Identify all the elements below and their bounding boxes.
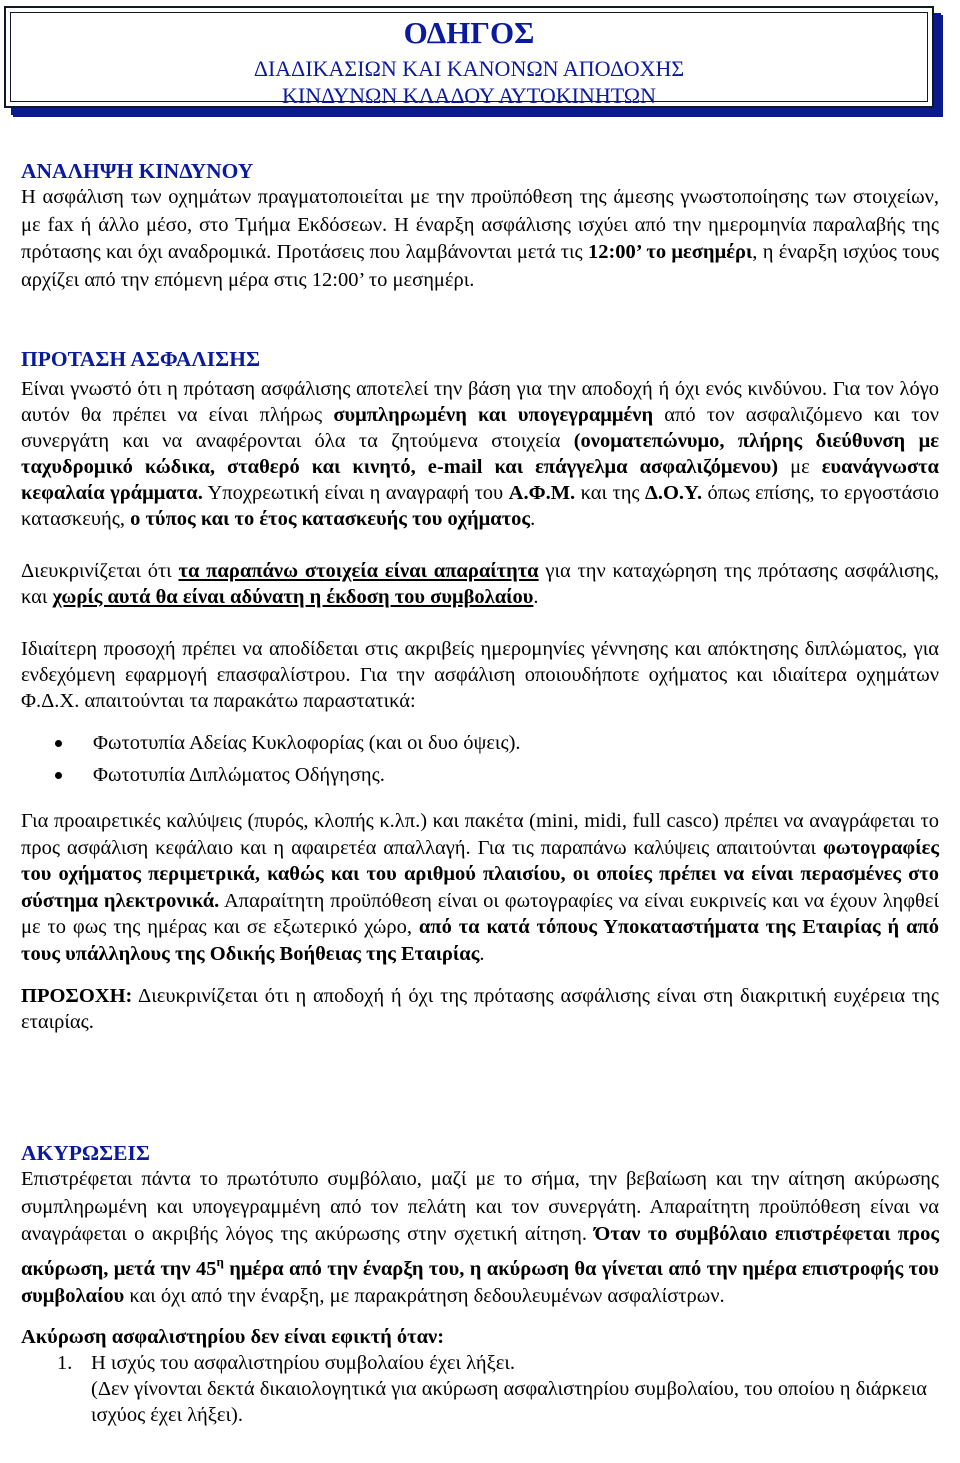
document-subtitle-line2: ΚΙΝΔΥΝΩΝ ΚΛΑΔΟΥ ΑΥΤΟΚΙΝΗΤΩΝ <box>282 83 656 108</box>
paragraph-risk: Η ασφάλιση των οχημάτων πραγματοποιείται με την προϋπόθεση της άμεσης γνωστοποίησης των στοιχείων, με fax ή άλλο μέσο, στο Τμήμα Εκδόσεων. Η έναρξη ασφάλισης ισχύει από την ημερομηνία παραλαβής της πρότασης και όχι αναδρομικά. Προτάσεις που λαμβάνονται μετά τις 12:00’ το μεσημέρι, η έναρξη ισχύος τους αρχίζει από την επόμενη μέρα στις 12:00’ το μεσημέρι. <box>21 186 939 291</box>
list-item-number: 1. <box>57 1352 73 1375</box>
paragraph-proposal-4: Για προαιρετικές καλύψεις (πυρός, κλοπής κ.λπ.) και πακέτα (mini, midi, full casco) πρέπει να αναγράφεται το προς ασφάλιση κεφάλαιο και η αφαιρετέα απαλλαγή. Για τις παραπάνω καλύψεις απαιτούνται φωτογραφίες του οχήματος περιμετρικά, καθώς και του αριθμού πλαισίου, οι οποίες πρέπει να είναι περασμένες στο σύστημα ηλεκτρονικά. Απαραίτητη προϋπόθεση είναι οι φωτογραφίες να είναι ευκρινείς και να έχουν ληφθεί με το φως της ημέρας και σε εξωτερικό χώρο, από τα κατά τόπους Υποκαταστήματα της Εταιρίας ή από τους υπάλληλους της Οδικής Βοήθειας της Εταιρίας. <box>21 810 939 965</box>
title-box <box>4 6 934 108</box>
section-heading-risk: ΑΝΑΛΗΨΗ ΚΙΝΔΥΝΟΥ <box>21 159 254 183</box>
list-item: 1. Η ισχύς του ασφαλιστηρίου συμβολαίου έχει λήξει. (Δεν γίνονται δεκτά δικαιολογητικά για ακύρωση ασφαλιστηρίου συμβολαίου, του οποίου η διάρκεια ισχύος έχει λήξει). <box>57 1352 927 1427</box>
list-item: Φωτοτυπία Διπλώματος Οδήγησης. <box>21 762 939 788</box>
section-cancellations <box>21 1140 939 1428</box>
paragraph-proposal-2: Διευκρινίζεται ότι τα παραπάνω στοιχεία είναι απαραίτητα για την καταχώρηση της πρότασης ασφάλισης, και χωρίς αυτά θα είναι αδύνατη η έκδοση του συμβολαίου. <box>21 560 939 608</box>
list-item: Φωτοτυπία Αδείας Κυκλοφορίας (και οι δυο όψεις). <box>21 730 939 756</box>
cancellation-conditions-list <box>21 1350 939 1428</box>
paragraph-cancellations: Επιστρέφεται πάντα το πρωτότυπο συμβόλαιο, μαζί με το σήμα, την βεβαίωση και την αίτηση ακύρωσης συμπληρωμένη και υπογεγραμμένη από τον πελάτη και τον συνεργάτη. Απαραίτητη προϋπόθεση είναι να αναγράφεται ο ακριβής λόγος της ακύρωσης στην σχετική αίτηση. Όταν το συμβόλαιο επιστρέφεται προς ακύρωση, μετά την $45^\eta$ ημέρα από την έναρξη του, η ακύρωση θα γίνεται από την ημέρα επιστροφής του συμβολαίου και όχι από την έναρξη, με παρακράτηση δεδουλευμένων ασφαλίστρων. <box>21 1168 939 1307</box>
cancellation-conditions-heading: Ακύρωση ασφαλιστηρίου δεν είναι εφικτή όταν: <box>21 1326 445 1349</box>
paragraph-proposal-1: Είναι γνωστό ότι η πρόταση ασφάλισης αποτελεί την βάση για την αποδοχή ή όχι ενός κινδύνου. Για τον λόγο αυτόν θα πρέπει να είναι πλήρως συμπληρωμένη και υπογεγραμμένη από τον ασφαλιζόμενο και τον συνεργάτη και να αναφέρονται όλα τα ζητούμενα στοιχεία (ονοματεπώνυμο, πλήρης διεύθυνση με ταχυδρομικό κώδικα, σταθερό και κινητό, e-mail και επάγγελμα ασφαλιζόμενου) με ευανάγνωστα κεφαλαία γράμματα. Υποχρεωτική είναι η αναγραφή του Α.Φ.Μ. και της Δ.Ο.Υ. όπως επίσης, το εργοστάσιο κατασκευής, ο τύπος και το έτος κατασκευής του οχήματος. <box>21 378 940 530</box>
section-heading-proposal: ΠΡΟΤΑΣΗ ΑΣΦΑΛΙΣΗΣ <box>21 347 261 371</box>
paragraph-attention: ΠΡΟΣΟΧΗ: Διευκρινίζεται ότι η αποδοχή ή όχι της πρότασης ασφάλισης είναι στη διακριτική ευχέρεια της εταιρίας. <box>21 985 939 1033</box>
paragraph-proposal-3: Ιδιαίτερη προσοχή πρέπει να αποδίδεται στις ακριβείς ημερομηνίες γέννησης και απόκτησης διπλώματος, για ενδεχόμενη εφαρμογή επασφαλίστρου. Για την ασφάλιση οποιουδήποτε οχήματος και ιδιαίτερα οχημάτων Φ.Δ.Χ. απαιτούνται τα παρακάτω παραστατικά: <box>21 638 939 712</box>
document-title: ΟΔΗΓΟΣ <box>403 15 535 50</box>
section-heading-cancellations: ΑΚΥΡΩΣΕΙΣ <box>21 1141 150 1165</box>
section-risk <box>21 158 939 294</box>
document-subtitle-line1: ΔΙΑΔΙΚΑΣΙΩΝ ΚΑΙ ΚΑΝΟΝΩΝ ΑΠΟΔΟΧΗΣ <box>253 56 685 81</box>
required-documents-list <box>21 730 939 788</box>
section-proposal <box>21 346 939 1035</box>
